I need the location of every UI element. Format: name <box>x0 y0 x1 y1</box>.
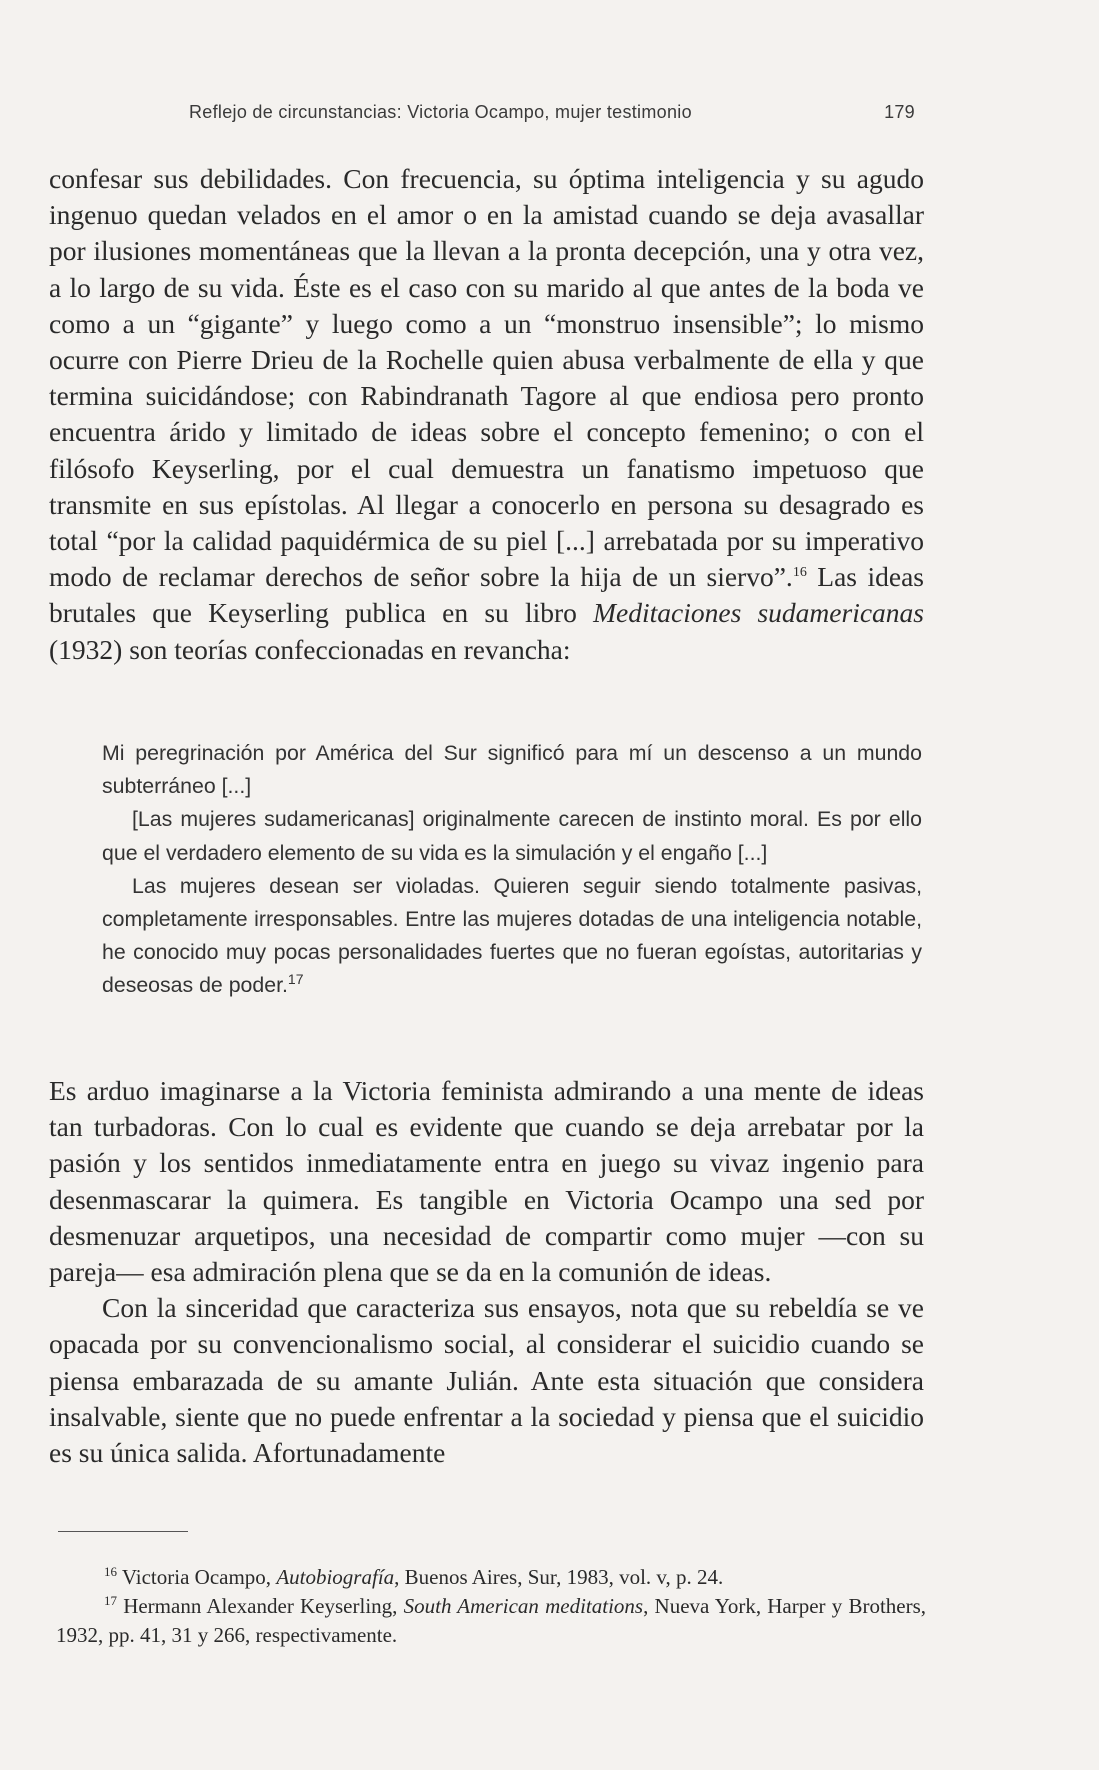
book-title-meditaciones: Meditaciones sudamericanas <box>593 597 924 629</box>
running-head-title: Reflejo de circunstancias: Victoria Ocampo, mujer testimonio <box>189 102 692 122</box>
footnote-17-text-end: , Nueva York, Harper y Brothers, 1932, pp. 41, 31 y 266, respectivamente. <box>56 1594 927 1647</box>
footnote-16-text-end: , Buenos Aires, Sur, 1983, vol. v, p. 24. <box>394 1565 724 1589</box>
footnote-ref-16: 16 <box>792 565 807 581</box>
footnote-17-title: South American meditations <box>403 1594 644 1618</box>
paragraph-3-text: Con la sinceridad que caracteriza sus ensayos, nota que su rebeldía se ve opacada por su convencionalismo social, al considerar el suicidio cuando se piensa embarazada de su amante Julián. Ante esta situación que considera insalvable, siente que no puede enfrentar a la sociedad y piensa que el suicidio es su única salida. Afortunadamente <box>49 1292 924 1469</box>
footnote-17 <box>56 1592 926 1650</box>
footnote-16 <box>56 1563 926 1592</box>
paragraph-2-text: Es arduo imaginarse a la Victoria feminista admirando a una mente de ideas tan turbadoras. Con lo cual es evidente que cuando se deja arrebatar por la pasión y los sentidos inmediatamente entra en juego su vivaz ingenio para desenmascarar la quimera. Es tangible en Victoria Ocampo una sed por desmenuzar arquetipos, una necesidad de compartir como mujer —con su pareja— esa admiración plena que se da en la comunión de ideas. <box>49 1075 924 1288</box>
page-number: 179 <box>884 102 915 122</box>
footnote-16-number: 16 <box>104 1564 117 1579</box>
paragraph-1-text-cont: Las ideas brutales que Keyserling publica en su libro <box>49 561 925 629</box>
footnote-17-number: 17 <box>104 1593 117 1608</box>
quote-paragraph-2: [Las mujeres sudamericanas] originalmente carecen de instinto moral. Es por ello que el verdadero elemento de su vida es la simulación y el engaño [...] <box>102 807 922 865</box>
footnote-17-text: Hermann Alexander Keyserling, <box>117 1594 404 1618</box>
paragraph-1-text: confesar sus debilidades. Con frecuencia, su óptima inteligencia y su agudo ingenuo quedan velados en el amor o en la amistad cuando se deja avasallar por ilusiones momentáneas que la llevan a la pronta decepción, una y otra vez, a lo largo de su vida. Éste es el caso con su marido al que antes de la boda ve como a un “gigante” y luego como a un “monstruo insensible”; lo mismo ocurre con Pierre Drieu de la Rochelle quien abusa verbalmente de ella y que termina suicidándose; con Rabindranath Tagore al que endiosa pero pronto encuentra árido y limitado de ideas sobre el concepto femenino; o con el filósofo Keyserling, por el cual demuestra un fanatismo impetuoso que transmite en sus epístolas. Al llegar a conocerlo en persona su desagrado es total “por la calidad paquidérmica de su piel [...] arrebatada por su imperativo modo de reclamar derechos de señor sobre la hija de un siervo”. <box>49 163 924 593</box>
quote-paragraph-3: Las mujeres desean ser violadas. Quieren seguir siendo totalmente pasivas, completamente irresponsables. Entre las mujeres dotadas de una inteligencia notable, he conocido muy pocas personalidades fuertes que no fueran egoístas, autoritarias y deseosas de poder. <box>102 873 922 998</box>
paragraph-2 <box>49 1073 924 1471</box>
footnote-16-text: Victoria Ocampo, <box>117 1565 277 1589</box>
running-head <box>189 102 915 123</box>
footnote-rule <box>58 1531 188 1532</box>
footnote-ref-17: 17 <box>287 971 304 988</box>
block-quote <box>102 737 922 1003</box>
paragraph-1 <box>49 161 924 668</box>
paragraph-1-text-end: (1932) son teorías confeccionadas en revancha: <box>49 633 571 665</box>
footnotes <box>56 1563 926 1650</box>
quote-paragraph-1: Mi peregrinación por América del Sur significó para mí un descenso a un mundo subterráneo [...] <box>102 741 922 799</box>
footnote-16-title: Autobiografía <box>276 1565 395 1589</box>
